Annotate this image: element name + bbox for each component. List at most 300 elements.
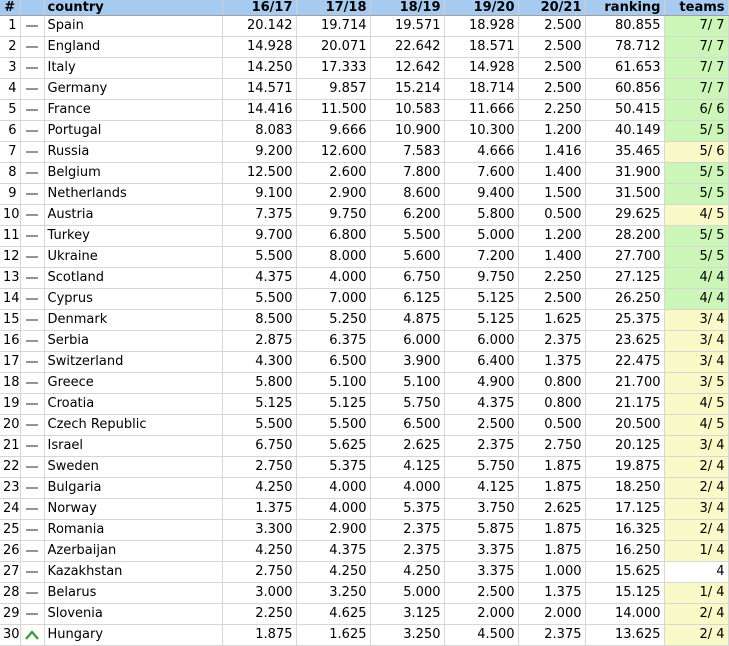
row-season-16-17: 9.100 [222, 184, 296, 205]
row-season-19-20: 5.125 [444, 310, 518, 331]
table-row [0, 79, 728, 100]
row-season-16-17: 9.700 [222, 226, 296, 247]
row-teams: 7/ 7 [664, 16, 728, 37]
row-season-17-18: 6.800 [296, 226, 370, 247]
row-rank-number: 26 [0, 541, 20, 562]
row-teams: 4/ 5 [664, 394, 728, 415]
row-rank-number: 14 [0, 289, 20, 310]
row-season-16-17: 14.571 [222, 79, 296, 100]
row-ranking: 18.250 [585, 478, 664, 499]
row-trend [20, 499, 44, 520]
row-season-17-18: 9.857 [296, 79, 370, 100]
trend-same-icon [24, 314, 40, 326]
trend-same-icon [24, 125, 40, 137]
row-season-17-18: 6.375 [296, 331, 370, 352]
row-rank-number: 11 [0, 226, 20, 247]
row-teams: 5/ 6 [664, 142, 728, 163]
trend-same-icon [24, 356, 40, 368]
row-season-18-19: 5.750 [370, 394, 444, 415]
row-country[interactable]: Hungary [44, 625, 222, 646]
row-season-20-21: 1.200 [518, 121, 585, 142]
row-trend [20, 604, 44, 625]
row-season-17-18: 7.000 [296, 289, 370, 310]
table-row [0, 562, 728, 583]
row-season-20-21: 2.000 [518, 604, 585, 625]
row-season-20-21: 2.500 [518, 37, 585, 58]
row-ranking: 21.700 [585, 373, 664, 394]
row-season-16-17: 5.125 [222, 394, 296, 415]
row-season-18-19: 10.583 [370, 100, 444, 121]
row-ranking: 16.250 [585, 541, 664, 562]
row-ranking: 22.475 [585, 352, 664, 373]
table-row [0, 583, 728, 604]
row-ranking: 78.712 [585, 37, 664, 58]
row-trend [20, 16, 44, 37]
table-row [0, 625, 728, 646]
row-ranking: 19.875 [585, 457, 664, 478]
table-row [0, 520, 728, 541]
row-season-19-20: 7.200 [444, 247, 518, 268]
row-season-20-21: 1.875 [518, 478, 585, 499]
row-season-20-21: 0.500 [518, 415, 585, 436]
row-season-19-20: 5.125 [444, 289, 518, 310]
row-season-16-17: 6.750 [222, 436, 296, 457]
table-row [0, 331, 728, 352]
row-season-18-19: 5.000 [370, 583, 444, 604]
row-season-17-18: 8.000 [296, 247, 370, 268]
row-season-18-19: 6.200 [370, 205, 444, 226]
row-country[interactable]: Croatia [44, 394, 222, 415]
row-country[interactable]: Turkey [44, 226, 222, 247]
row-trend [20, 268, 44, 289]
row-trend [20, 352, 44, 373]
table-row [0, 226, 728, 247]
row-season-17-18: 2.900 [296, 184, 370, 205]
trend-same-icon [24, 608, 40, 620]
row-season-19-20: 4.125 [444, 478, 518, 499]
row-season-20-21: 1.375 [518, 583, 585, 604]
row-teams: 2/ 4 [664, 604, 728, 625]
row-season-17-18: 2.600 [296, 163, 370, 184]
row-teams: 2/ 4 [664, 478, 728, 499]
row-season-16-17: 4.250 [222, 478, 296, 499]
row-season-20-21: 0.800 [518, 394, 585, 415]
row-season-18-19: 6.500 [370, 415, 444, 436]
row-season-17-18: 1.625 [296, 625, 370, 646]
row-rank-number: 13 [0, 268, 20, 289]
row-season-18-19: 2.375 [370, 541, 444, 562]
row-season-17-18: 6.500 [296, 352, 370, 373]
row-rank-number: 4 [0, 79, 20, 100]
table-row [0, 352, 728, 373]
row-trend [20, 520, 44, 541]
row-country[interactable]: Denmark [44, 310, 222, 331]
row-season-16-17: 4.375 [222, 268, 296, 289]
row-teams: 2/ 4 [664, 457, 728, 478]
row-rank-number: 27 [0, 562, 20, 583]
row-country[interactable]: Czech Republic [44, 415, 222, 436]
table-row [0, 310, 728, 331]
row-season-20-21: 2.250 [518, 100, 585, 121]
header-season-19-20[interactable]: 19/20 [444, 0, 518, 16]
row-ranking: 14.000 [585, 604, 664, 625]
row-rank-number: 16 [0, 331, 20, 352]
row-teams: 4 [664, 562, 728, 583]
trend-same-icon [24, 41, 40, 53]
row-country[interactable]: Norway [44, 499, 222, 520]
row-trend [20, 58, 44, 79]
row-teams: 3/ 4 [664, 310, 728, 331]
row-season-17-18: 5.625 [296, 436, 370, 457]
row-rank-number: 8 [0, 163, 20, 184]
trend-same-icon [24, 167, 40, 179]
row-season-16-17: 5.500 [222, 415, 296, 436]
row-teams: 3/ 4 [664, 436, 728, 457]
row-trend [20, 583, 44, 604]
row-season-16-17: 20.142 [222, 16, 296, 37]
trend-same-icon [24, 398, 40, 410]
row-season-16-17: 3.000 [222, 583, 296, 604]
table-row [0, 58, 728, 79]
row-trend [20, 331, 44, 352]
row-teams: 5/ 5 [664, 163, 728, 184]
header-trend [20, 0, 44, 16]
row-season-17-18: 4.250 [296, 562, 370, 583]
row-rank-number: 25 [0, 520, 20, 541]
row-teams: 5/ 5 [664, 226, 728, 247]
row-season-20-21: 1.875 [518, 457, 585, 478]
row-season-16-17: 14.416 [222, 100, 296, 121]
table-row [0, 268, 728, 289]
row-season-17-18: 4.625 [296, 604, 370, 625]
row-season-16-17: 1.875 [222, 625, 296, 646]
row-ranking: 23.625 [585, 331, 664, 352]
row-teams: 3/ 4 [664, 352, 728, 373]
row-season-17-18: 5.500 [296, 415, 370, 436]
row-season-16-17: 9.200 [222, 142, 296, 163]
row-country[interactable]: Israel [44, 436, 222, 457]
header-season-17-18[interactable]: 17/18 [296, 0, 370, 16]
header-season-18-19[interactable]: 18/19 [370, 0, 444, 16]
row-season-16-17: 8.083 [222, 121, 296, 142]
row-season-17-18: 11.500 [296, 100, 370, 121]
row-season-19-20: 10.300 [444, 121, 518, 142]
row-season-19-20: 3.375 [444, 541, 518, 562]
row-trend [20, 478, 44, 499]
row-season-18-19: 15.214 [370, 79, 444, 100]
row-ranking: 13.625 [585, 625, 664, 646]
row-trend [20, 247, 44, 268]
row-country[interactable]: Bulgaria [44, 478, 222, 499]
table-row [0, 436, 728, 457]
row-rank-number: 19 [0, 394, 20, 415]
row-season-20-21: 1.400 [518, 247, 585, 268]
row-season-18-19: 2.375 [370, 520, 444, 541]
row-season-18-19: 5.500 [370, 226, 444, 247]
row-rank-number: 5 [0, 100, 20, 121]
row-season-19-20: 3.750 [444, 499, 518, 520]
row-country[interactable]: Switzerland [44, 352, 222, 373]
row-ranking: 35.465 [585, 142, 664, 163]
row-season-17-18: 5.100 [296, 373, 370, 394]
row-season-19-20: 5.750 [444, 457, 518, 478]
row-season-18-19: 12.642 [370, 58, 444, 79]
row-ranking: 17.125 [585, 499, 664, 520]
trend-same-icon [24, 566, 40, 578]
header-num[interactable]: # [0, 0, 20, 16]
row-season-17-18: 19.714 [296, 16, 370, 37]
row-ranking: 27.700 [585, 247, 664, 268]
row-country[interactable]: Italy [44, 58, 222, 79]
row-season-19-20: 9.400 [444, 184, 518, 205]
row-season-16-17: 2.750 [222, 457, 296, 478]
row-season-19-20: 11.666 [444, 100, 518, 121]
row-teams: 4/ 5 [664, 205, 728, 226]
table-row [0, 478, 728, 499]
row-trend [20, 184, 44, 205]
row-country[interactable]: Kazakhstan [44, 562, 222, 583]
row-rank-number: 15 [0, 310, 20, 331]
row-rank-number: 17 [0, 352, 20, 373]
trend-same-icon [24, 209, 40, 221]
row-ranking: 50.415 [585, 100, 664, 121]
row-teams: 5/ 5 [664, 121, 728, 142]
row-season-19-20: 18.571 [444, 37, 518, 58]
table-row [0, 163, 728, 184]
row-season-17-18: 9.750 [296, 205, 370, 226]
row-rank-number: 21 [0, 436, 20, 457]
row-rank-number: 20 [0, 415, 20, 436]
row-season-19-20: 2.500 [444, 415, 518, 436]
row-season-17-18: 4.375 [296, 541, 370, 562]
row-ranking: 60.856 [585, 79, 664, 100]
row-season-19-20: 2.500 [444, 583, 518, 604]
row-trend [20, 562, 44, 583]
row-season-17-18: 20.071 [296, 37, 370, 58]
row-season-18-19: 10.900 [370, 121, 444, 142]
row-season-16-17: 12.500 [222, 163, 296, 184]
row-rank-number: 6 [0, 121, 20, 142]
row-country[interactable]: Netherlands [44, 184, 222, 205]
table-row [0, 415, 728, 436]
row-season-19-20: 18.928 [444, 16, 518, 37]
row-season-19-20: 5.000 [444, 226, 518, 247]
row-rank-number: 1 [0, 16, 20, 37]
row-teams: 1/ 4 [664, 541, 728, 562]
row-ranking: 40.149 [585, 121, 664, 142]
table-row [0, 184, 728, 205]
row-season-16-17: 3.300 [222, 520, 296, 541]
row-rank-number: 22 [0, 457, 20, 478]
row-teams: 7/ 7 [664, 37, 728, 58]
row-ranking: 28.200 [585, 226, 664, 247]
row-season-17-18: 4.000 [296, 268, 370, 289]
row-trend [20, 310, 44, 331]
row-trend [20, 289, 44, 310]
row-season-18-19: 4.875 [370, 310, 444, 331]
row-season-16-17: 14.928 [222, 37, 296, 58]
row-ranking: 26.250 [585, 289, 664, 310]
row-season-18-19: 5.100 [370, 373, 444, 394]
row-season-20-21: 2.500 [518, 16, 585, 37]
row-season-18-19: 6.750 [370, 268, 444, 289]
trend-same-icon [24, 83, 40, 95]
row-teams: 5/ 5 [664, 247, 728, 268]
row-season-16-17: 5.800 [222, 373, 296, 394]
trend-same-icon [24, 524, 40, 536]
header-teams[interactable]: teams [664, 0, 728, 16]
row-country[interactable]: Austria [44, 205, 222, 226]
row-season-20-21: 2.500 [518, 289, 585, 310]
row-season-20-21: 1.000 [518, 562, 585, 583]
trend-same-icon [24, 482, 40, 494]
row-rank-number: 18 [0, 373, 20, 394]
table-row [0, 247, 728, 268]
row-trend [20, 415, 44, 436]
table-row [0, 541, 728, 562]
row-season-20-21: 0.500 [518, 205, 585, 226]
row-season-20-21: 1.875 [518, 541, 585, 562]
row-season-20-21: 1.375 [518, 352, 585, 373]
row-country[interactable]: Scotland [44, 268, 222, 289]
row-teams: 4/ 4 [664, 268, 728, 289]
trend-same-icon [24, 461, 40, 473]
table-row [0, 457, 728, 478]
row-season-19-20: 3.375 [444, 562, 518, 583]
row-country[interactable]: Ukraine [44, 247, 222, 268]
header-ranking[interactable]: ranking [585, 0, 664, 16]
row-season-20-21: 2.250 [518, 268, 585, 289]
row-teams: 3/ 5 [664, 373, 728, 394]
row-trend [20, 625, 44, 646]
row-season-18-19: 4.125 [370, 457, 444, 478]
row-country[interactable]: Spain [44, 16, 222, 37]
row-country[interactable]: Portugal [44, 121, 222, 142]
row-teams: 5/ 5 [664, 184, 728, 205]
row-trend [20, 226, 44, 247]
trend-same-icon [24, 251, 40, 263]
trend-same-icon [24, 230, 40, 242]
row-rank-number: 2 [0, 37, 20, 58]
row-country[interactable]: Azerbaijan [44, 541, 222, 562]
row-season-18-19: 7.583 [370, 142, 444, 163]
row-country[interactable]: Sweden [44, 457, 222, 478]
row-season-16-17: 2.875 [222, 331, 296, 352]
row-trend [20, 394, 44, 415]
row-season-18-19: 5.375 [370, 499, 444, 520]
row-season-18-19: 7.800 [370, 163, 444, 184]
row-ranking: 16.325 [585, 520, 664, 541]
row-country[interactable]: Belgium [44, 163, 222, 184]
row-ranking: 29.625 [585, 205, 664, 226]
row-ranking: 21.175 [585, 394, 664, 415]
row-season-19-20: 18.714 [444, 79, 518, 100]
row-country[interactable]: France [44, 100, 222, 121]
row-country[interactable]: Belarus [44, 583, 222, 604]
row-season-19-20: 9.750 [444, 268, 518, 289]
row-season-17-18: 12.600 [296, 142, 370, 163]
row-season-17-18: 4.000 [296, 478, 370, 499]
row-season-17-18: 5.375 [296, 457, 370, 478]
row-rank-number: 29 [0, 604, 20, 625]
row-season-20-21: 2.375 [518, 331, 585, 352]
row-country[interactable]: England [44, 37, 222, 58]
row-season-16-17: 5.500 [222, 289, 296, 310]
trend-same-icon [24, 377, 40, 389]
table-row [0, 121, 728, 142]
row-ranking: 15.625 [585, 562, 664, 583]
row-trend [20, 457, 44, 478]
row-season-19-20: 4.500 [444, 625, 518, 646]
row-season-19-20: 7.600 [444, 163, 518, 184]
row-trend [20, 541, 44, 562]
row-ranking: 31.500 [585, 184, 664, 205]
trend-same-icon [24, 188, 40, 200]
trend-same-icon [24, 146, 40, 158]
row-country[interactable]: Russia [44, 142, 222, 163]
row-country[interactable]: Germany [44, 79, 222, 100]
row-season-16-17: 1.375 [222, 499, 296, 520]
row-ranking: 25.375 [585, 310, 664, 331]
row-season-17-18: 5.125 [296, 394, 370, 415]
trend-same-icon [24, 419, 40, 431]
row-season-20-21: 1.500 [518, 184, 585, 205]
table-row [0, 142, 728, 163]
row-country[interactable]: Cyprus [44, 289, 222, 310]
row-country[interactable]: Romania [44, 520, 222, 541]
row-teams: 7/ 7 [664, 58, 728, 79]
row-rank-number: 30 [0, 625, 20, 646]
row-season-19-20: 4.375 [444, 394, 518, 415]
row-season-20-21: 1.416 [518, 142, 585, 163]
row-season-18-19: 8.600 [370, 184, 444, 205]
row-ranking: 80.855 [585, 16, 664, 37]
row-season-20-21: 1.875 [518, 520, 585, 541]
table-row [0, 205, 728, 226]
row-season-18-19: 3.900 [370, 352, 444, 373]
header-season-16-17[interactable]: 16/17 [222, 0, 296, 16]
trend-same-icon [24, 503, 40, 515]
table-row [0, 16, 728, 37]
row-season-18-19: 2.625 [370, 436, 444, 457]
row-country[interactable]: Greece [44, 373, 222, 394]
row-rank-number: 28 [0, 583, 20, 604]
row-season-17-18: 9.666 [296, 121, 370, 142]
table-row [0, 499, 728, 520]
row-country[interactable]: Slovenia [44, 604, 222, 625]
trend-same-icon [24, 20, 40, 32]
row-teams: 2/ 4 [664, 625, 728, 646]
header-season-20-21[interactable]: 20/21 [518, 0, 585, 16]
trend-same-icon [24, 272, 40, 284]
row-trend [20, 79, 44, 100]
row-ranking: 20.500 [585, 415, 664, 436]
header-country[interactable]: country [44, 0, 222, 16]
row-season-19-20: 4.666 [444, 142, 518, 163]
row-season-17-18: 3.250 [296, 583, 370, 604]
row-ranking: 27.125 [585, 268, 664, 289]
table-row [0, 289, 728, 310]
row-season-17-18: 4.000 [296, 499, 370, 520]
trend-same-icon [24, 62, 40, 74]
row-season-19-20: 6.000 [444, 331, 518, 352]
row-trend [20, 37, 44, 58]
row-trend [20, 163, 44, 184]
row-country[interactable]: Serbia [44, 331, 222, 352]
row-teams: 2/ 4 [664, 520, 728, 541]
row-season-16-17: 14.250 [222, 58, 296, 79]
row-season-20-21: 2.500 [518, 79, 585, 100]
